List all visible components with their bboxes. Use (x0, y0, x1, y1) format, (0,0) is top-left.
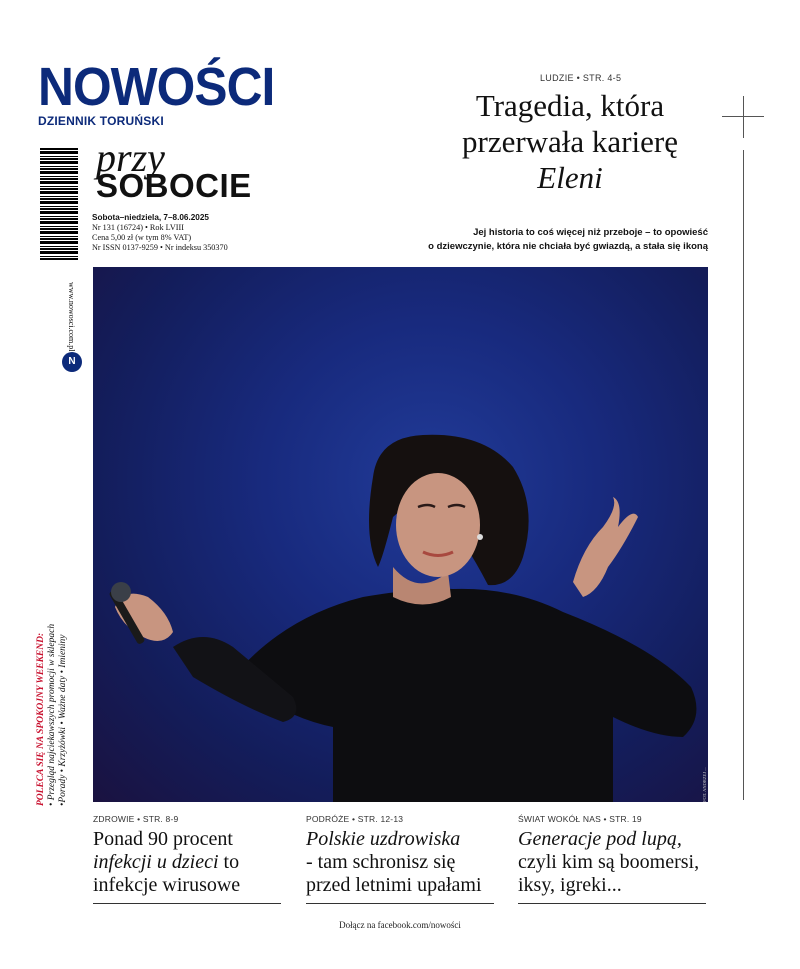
cover-kicker: LUDZIE • STR. 4-5 (540, 73, 622, 83)
recommends-block (36, 623, 76, 806)
cover-headline[interactable] (450, 88, 690, 196)
section-rule (306, 903, 494, 904)
cover-photo[interactable] (93, 267, 708, 802)
recommends-title: POLECA SIĘ NA SPOKOJNY WEEKEND: (36, 632, 46, 806)
issue-issn: Nr ISSN 0137-9259 • Nr indeksu 350370 (92, 243, 228, 252)
issue-number: Nr 131 (16724) • Rok LVIII (92, 223, 184, 232)
section-headline: Generacje pod lupą, czyli kim są boomersi, iksy, igreki... (518, 828, 700, 896)
section-travel[interactable] (306, 814, 494, 904)
crop-mark-v (743, 96, 744, 138)
website-vertical (64, 282, 78, 352)
headline-line1: Tragedia, która (475, 88, 665, 123)
photo-credit: FOT. ANDRZEJ ... (702, 767, 707, 802)
section-rule (518, 903, 706, 904)
supplement-przy: przy (96, 135, 165, 180)
section-rule (93, 903, 281, 904)
footer-facebook[interactable]: Dołącz na facebook.com/nowości (339, 920, 461, 930)
recommends-line2: •Porady • Krzyżówki • Ważne daty • Imieniny (58, 634, 68, 806)
headline-line3: Eleni (537, 160, 603, 195)
barcode (40, 148, 78, 260)
right-rule (743, 150, 744, 800)
deck-line1: Jej historia to coś więcej niż przeboje – to opowieść (473, 227, 708, 238)
issue-info (92, 213, 228, 253)
masthead-subtitle: DZIENNIK TORUŃSKI (38, 114, 164, 128)
section-health[interactable] (93, 814, 281, 904)
headline-line2: przerwała karierę (462, 124, 678, 159)
supplement-sobocie: SOBOCIE (96, 167, 252, 204)
singer-illustration (93, 267, 708, 802)
masthead-logo: NOWOŚCI (38, 57, 275, 117)
section-kicker: ŚWIAT WOKÓŁ NAS • STR. 19 (518, 814, 642, 824)
brand-badge-icon: N (62, 352, 82, 372)
section-headline: Ponad 90 procent infekcji u dzieci to infekcje wirusowe (93, 828, 241, 896)
issue-date: Sobota–niedziela, 7–8.06.2025 (92, 213, 209, 222)
section-headline: Polskie uzdrowiska - tam schronisz się przed letnimi upałami (306, 828, 482, 896)
deck-line2: o dziewczynie, która nie chciała być gwiazdą, a stała się ikoną (428, 241, 708, 252)
recommends-line1: • Przegląd najciekawszych promocji w sklepach (47, 623, 57, 806)
section-kicker: ZDROWIE • STR. 8-9 (93, 814, 179, 824)
website-url[interactable]: www.nowosci.com.pl (67, 282, 76, 352)
section-kicker: PODRÓŻE • STR. 12-13 (306, 814, 404, 824)
cover-deck (410, 226, 708, 254)
issue-price: Cena 5,00 zł (w tym 8% VAT) (92, 233, 192, 242)
section-world[interactable] (518, 814, 706, 904)
